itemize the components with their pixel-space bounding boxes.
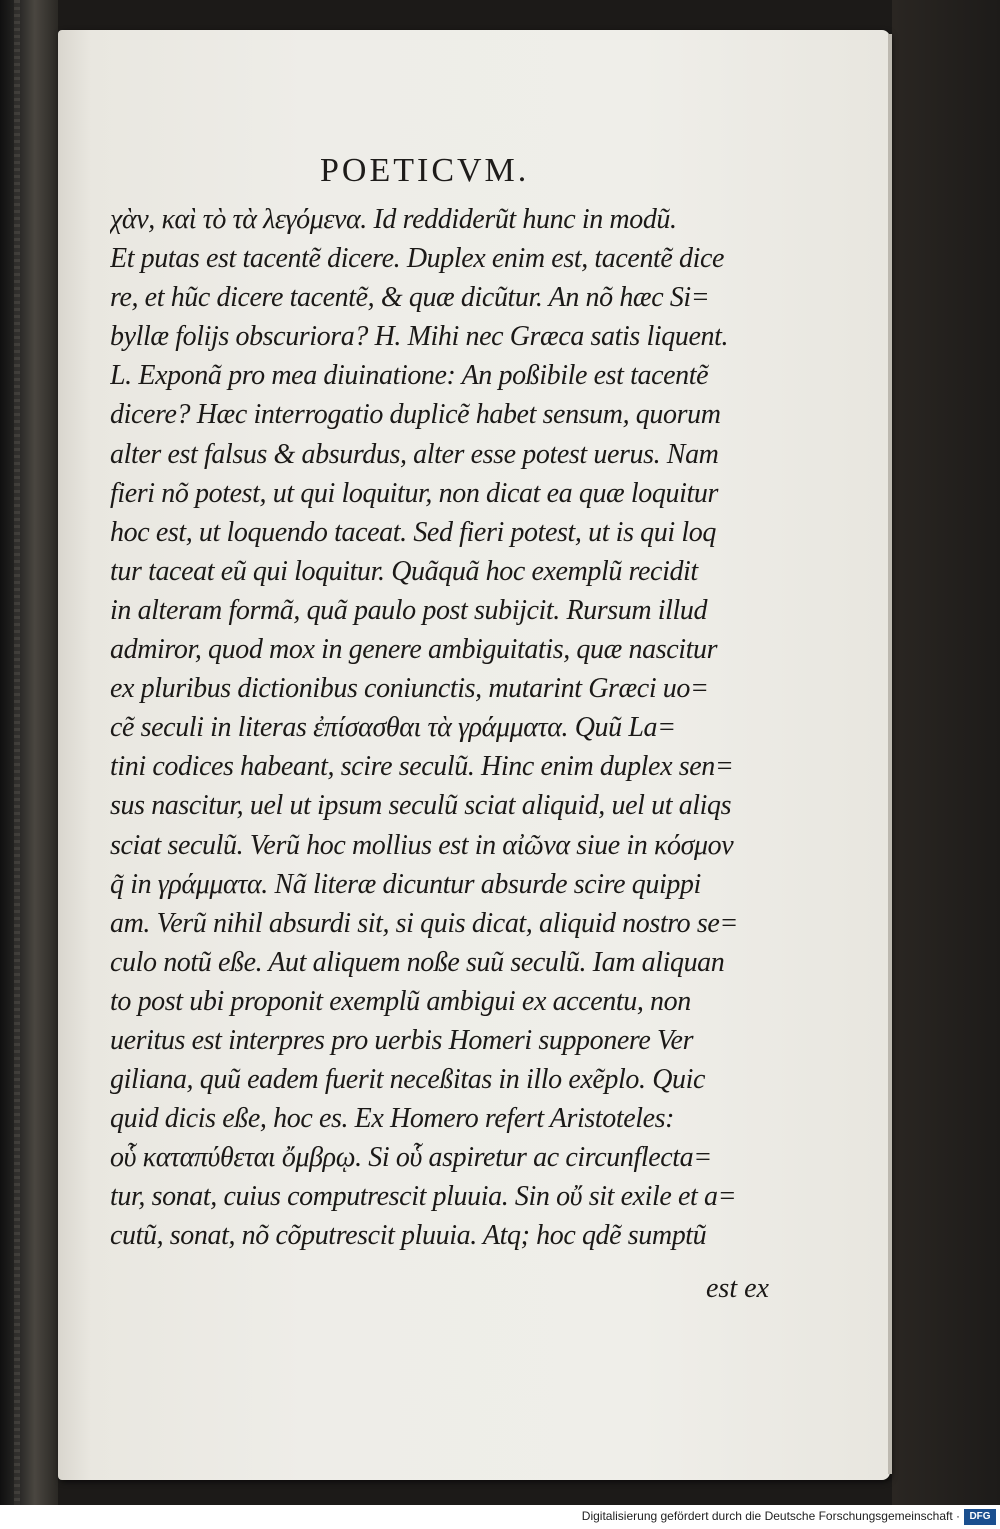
text-line: sus nascitur, uel ut ipsum seculũ sciat aliquid, uel ut aliqs (110, 790, 732, 822)
funding-credit: Digitalisierung gefördert durch die Deutsche Forschungsgemeinschaft · (581, 1509, 960, 1523)
text-line: dicere? Hæc interrogatio duplicẽ habet sensum, quorum (110, 399, 721, 431)
text-line: L. Exponã pro mea diuinatione: An poßibile est tacentẽ (110, 360, 709, 392)
text-line: alter est falsus & absurdus, alter esse potest uerus. Nam (110, 438, 719, 470)
text-line: tur taceat eũ qui loquitur. Quãquã hoc exemplũ recidit (110, 555, 698, 587)
text-line: Et putas est tacentẽ dicere. Duplex enim est, tacentẽ dice (110, 243, 725, 275)
page-edge (888, 34, 892, 1474)
text-line: giliana, quũ eadem fuerit neceßitas in illo exẽplo. Quic (110, 1064, 706, 1096)
text-line: ex pluribus dictionibus coniunctis, mutarint Græci uo= (110, 673, 709, 705)
text-line: q̃ in γράμματα. Nã literæ dicuntur absurde scire quippi (110, 868, 701, 900)
text-line: sciat seculũ. Verũ hoc mollius est in αἰῶνα siue in κόσμον (110, 829, 734, 861)
text-line: tini codices habeant, scire seculũ. Hinc enim duplex sen= (110, 751, 734, 783)
text-line: hoc est, ut loquendo taceat. Sed fieri potest, ut is qui loq (110, 516, 716, 548)
text-line: χὰν, καὶ τὸ τὰ λεγόμενα. Id reddiderũt hunc in modũ. (110, 204, 677, 235)
text-line: fieri nõ potest, ut qui loquitur, non dicat ea quæ loquitur (110, 477, 718, 509)
text-line: culo notũ eße. Aut aliquem noße suũ seculũ. Iam aliquan (110, 946, 725, 978)
book-spine-edge (0, 0, 58, 1505)
text-line: am. Verũ nihil absurdi sit, si quis dicat, aliquid nostro se= (110, 907, 738, 939)
text-line: quid dicis eße, hoc es. Ex Homero refert Aristoteles: (110, 1103, 675, 1135)
scan-background (892, 0, 1000, 1505)
catchword: est ex (706, 1273, 769, 1304)
text-line: cutũ, sonat, nõ cõputrescit pluuia. Atq; hoc qdẽ sumptũ (110, 1220, 707, 1252)
body-text (110, 200, 770, 1256)
text-line: byllæ folijs obscuriora? H. Mihi nec Græca satis liquent. (110, 321, 729, 353)
running-head: POETICVM. (320, 152, 530, 189)
text-line: in alteram formã, quã paulo post subijcit. Rursum illud (110, 594, 708, 626)
footer-bar (0, 1505, 1000, 1529)
text-line: οὗ καταπύθεται ὄμβρῳ. Si οὗ aspiretur ac circunflecta= (110, 1142, 712, 1174)
text-line: cẽ seculi in literas ἐπίσασθαι τὰ γράμματα. Quũ La= (110, 712, 676, 744)
text-line: re, et hũc dicere tacentẽ, & quæ dicũtur. An nõ hæc Si= (110, 282, 710, 314)
text-line: to post ubi proponit exemplũ ambigui ex accentu, non (110, 985, 691, 1017)
text-line: tur, sonat, cuius computrescit pluuia. Sin οὔ sit exile et a= (110, 1181, 737, 1213)
text-line: ueritus est interpres pro uerbis Homeri supponere Ver (110, 1024, 694, 1056)
book-page (58, 30, 890, 1480)
dfg-logo-icon: DFG (964, 1509, 996, 1525)
text-line: admiror, quod mox in genere ambiguitatis, quæ nascitur (110, 634, 718, 666)
